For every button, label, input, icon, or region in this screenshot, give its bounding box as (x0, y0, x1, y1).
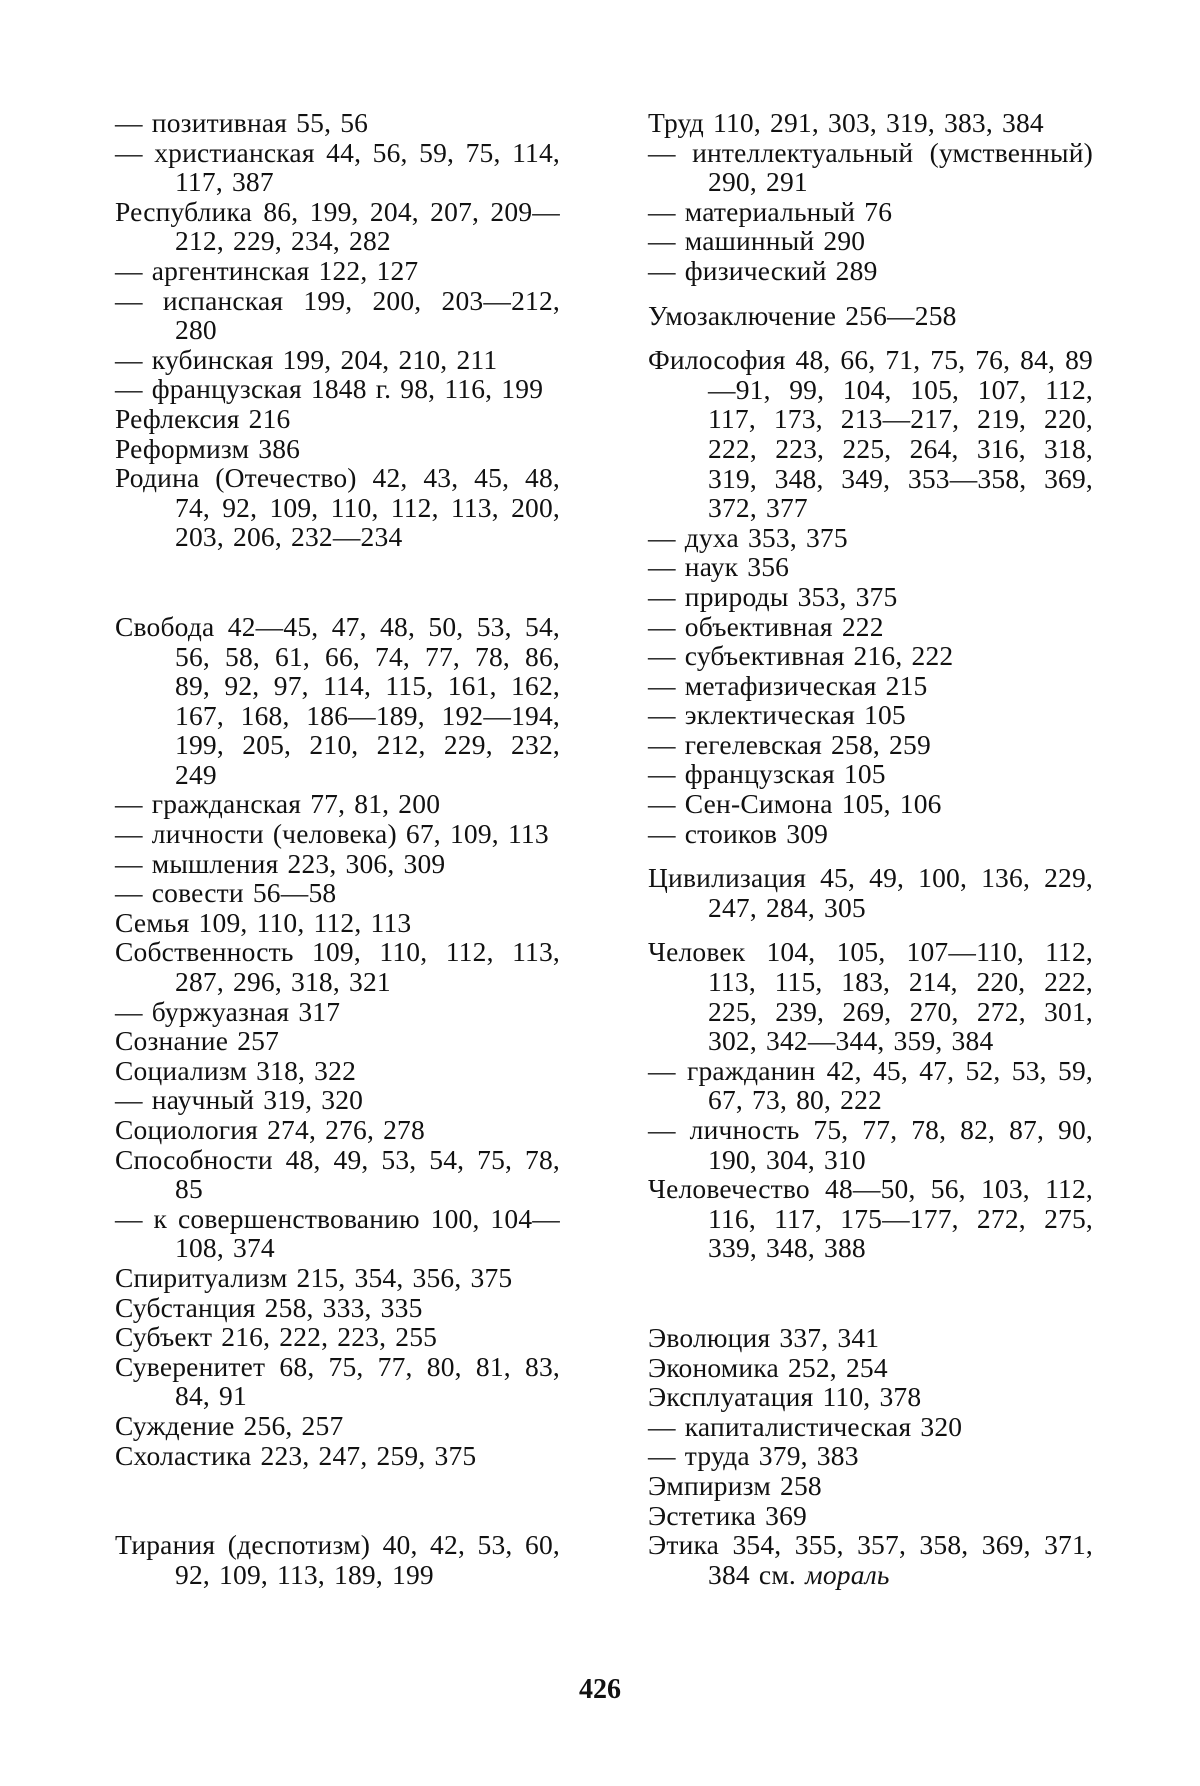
index-entry-text: Социология 274, 276, 278 (115, 1114, 425, 1145)
index-entry-text: — гегелевская 258, 259 (648, 728, 931, 760)
index-entry (115, 1056, 560, 1086)
index-entry (115, 345, 560, 375)
index-entry (648, 759, 1093, 789)
index-entry-text: — капиталистическая 320 (648, 1410, 963, 1442)
index-entry (648, 226, 1093, 256)
index-entry-text: — совести 56—58 (115, 877, 337, 909)
index-entry (648, 700, 1093, 730)
entry-spacer (115, 552, 560, 612)
index-entry (648, 730, 1093, 760)
entry-spacer (648, 922, 1093, 937)
index-entry-text: — машинный 290 (648, 225, 866, 257)
index-entry-text: Республика 86, 199, 204, 207, 209—212, 229, 234, 282 (115, 195, 560, 257)
index-entry-text: Эксплуатация 110, 378 (648, 1381, 922, 1413)
index-entry-text: Тирания (деспотизм) 40, 42, 53, 60, 92, 109, 113, 189, 199 (115, 1529, 560, 1590)
index-entry (115, 1204, 560, 1263)
index-entry-text: Эмпиризм 258 (648, 1469, 822, 1501)
index-entry-text: — природы 353, 375 (648, 580, 898, 612)
index-entry-text: — французская 105 (648, 758, 886, 790)
index-entry (648, 1056, 1093, 1115)
index-entry (648, 523, 1093, 553)
page-number: 426 (579, 1674, 621, 1705)
index-entry (648, 1441, 1093, 1471)
index-entry-text: Субъект 216, 222, 223, 255 (115, 1321, 438, 1353)
index-entry-text: Рефлексия 216 (115, 402, 291, 434)
index-entry-text: — аргентинская 122, 127 (115, 254, 419, 286)
index-entry (648, 1412, 1093, 1442)
index-entry (115, 1530, 560, 1589)
index-entry (648, 612, 1093, 642)
entry-spacer (648, 848, 1093, 863)
index-entry-text: — личности (человека) 67, 109, 113 (115, 818, 549, 850)
index-entry-text: — Сен-Симона 105, 106 (648, 788, 942, 820)
index-entry-text: Спиритуализм 215, 354, 356, 375 (115, 1261, 513, 1293)
index-entry (115, 463, 560, 552)
index-entry (115, 612, 560, 790)
index-entry (115, 1026, 560, 1056)
index-entry-text: Философия 48, 66, 71, 75, 76, 84, 89—91, 99, 104, 105, 107, 112, 117, 173, 213—217, 219, 220, 222, 223, 225, 264, 316, 318, 319, 348, 349, 353—358, 369, 372, 377 (648, 344, 1093, 524)
index-entry-text: Человечество 48—50, 56, 103, 112, 116, 117, 175—177, 272, 275, 339, 348, 388 (648, 1173, 1093, 1264)
index-entry-text: — гражданин 42, 45, 47, 52, 53, 59, 67, 73, 80, 222 (648, 1054, 1093, 1116)
index-entry-text: — материальный 76 (648, 195, 893, 227)
index-entry-text: — мышления 223, 306, 309 (115, 847, 446, 879)
index-entry-text: — интеллектуальный (умственный) 290, 291 (648, 136, 1093, 198)
index-entry-text: — метафизическая 215 (648, 669, 928, 701)
index-entry (115, 1322, 560, 1352)
index-entry (648, 345, 1093, 523)
index-entry (115, 404, 560, 434)
index-entry (115, 197, 560, 256)
index-entry-text: — французская 1848 г. 98, 116, 199 (115, 373, 544, 405)
index-entry (648, 819, 1093, 849)
index-entry (115, 937, 560, 996)
index-entry (115, 1145, 560, 1204)
entry-spacer (648, 330, 1093, 345)
index-entry-text: — объективная 222 (648, 610, 884, 642)
index-entry (648, 1115, 1093, 1174)
index-entry-text: Эстетика 369 (648, 1499, 807, 1531)
index-entry-text: Свобода 42—45, 47, 48, 50, 53, 54, 56, 58, 61, 66, 74, 77, 78, 86, 89, 92, 97, 114, 115, 161, 162, 167, 168, 186—189, 192—194, 199, 205, 210, 212, 229, 232, 249 (115, 610, 560, 790)
index-entry (115, 908, 560, 938)
index-entry (648, 1471, 1093, 1501)
index-entry-text: Социализм 318, 322 (115, 1054, 357, 1086)
index-entry-text: — духа 353, 375 (648, 521, 848, 553)
index-entry (115, 1441, 560, 1471)
index-see-reference: мораль (805, 1558, 890, 1590)
index-entry (115, 849, 560, 879)
index-entry-text: — кубинская 199, 204, 210, 211 (115, 343, 498, 375)
index-entry-text: — личность 75, 77, 78, 82, 87, 90, 190, 304, 310 (648, 1114, 1093, 1175)
index-entry (115, 1293, 560, 1323)
index-entry-text: Эволюция 337, 341 (648, 1321, 880, 1353)
index-entry-text: — труда 379, 383 (648, 1440, 859, 1472)
index-entry (648, 789, 1093, 819)
index-entry-text: — субъективная 216, 222 (648, 640, 954, 672)
index-entry (115, 1115, 560, 1145)
index-entry-text: Схоластика 223, 247, 259, 375 (115, 1439, 477, 1471)
index-entry-text: Этика 354, 355, 357, 358, 369, 371, 384 см. (648, 1529, 1093, 1590)
index-entry-text: — позитивная 55, 56 (115, 107, 369, 138)
index-entry-text: Родина (Отечество) 42, 43, 45, 48, 74, 92, 109, 110, 112, 113, 200, 203, 206, 232—234 (115, 462, 560, 553)
index-entry-text: Способности 48, 49, 53, 54, 75, 78, 85 (115, 1143, 560, 1205)
index-entry (115, 878, 560, 908)
index-entry (648, 552, 1093, 582)
index-entry (648, 1530, 1093, 1589)
index-entry (115, 789, 560, 819)
index-entry-text: — испанская 199, 200, 203—212, 280 (115, 284, 560, 346)
index-entry-text: — научный 319, 320 (115, 1084, 364, 1116)
index-entry-text: Труд 110, 291, 303, 319, 383, 384 (648, 107, 1044, 138)
index-entry-text: Собственность 109, 110, 112, 113, 287, 296, 318, 321 (115, 936, 560, 998)
index-entry-text: Человек 104, 105, 107—110, 112, 113, 115, 183, 214, 220, 222, 225, 239, 269, 270, 272, 301, 302, 342—344, 359, 384 (648, 936, 1093, 1057)
index-entry (648, 1323, 1093, 1353)
index-entry (115, 819, 560, 849)
index-entry (648, 937, 1093, 1055)
index-entry (648, 671, 1093, 701)
index-entry (648, 1382, 1093, 1412)
index-entry (648, 1501, 1093, 1531)
index-entry (648, 1174, 1093, 1263)
index-entry (115, 108, 560, 138)
entry-spacer (648, 1263, 1093, 1323)
index-entry-text: — к совершенствованию 100, 104—108, 374 (115, 1202, 560, 1264)
index-entry (115, 286, 560, 345)
index-entry (115, 1352, 560, 1411)
index-entry-text: — христианская 44, 56, 59, 75, 114, 117, 387 (115, 136, 560, 198)
index-entry (648, 138, 1093, 197)
index-entry-text: — физический 289 (648, 254, 878, 286)
index-entry-text: Реформизм 386 (115, 432, 301, 464)
index-entry (115, 1263, 560, 1293)
index-entry (648, 1353, 1093, 1383)
index-entry-text: Цивилизация 45, 49, 100, 136, 229, 247, 284, 305 (648, 862, 1093, 923)
index-entry (115, 374, 560, 404)
index-entry-text: Экономика 252, 254 (648, 1351, 888, 1383)
index-entry (648, 582, 1093, 612)
index-entry-text: Сознание 257 (115, 1025, 280, 1057)
index-entry-text: Семья 109, 110, 112, 113 (115, 906, 412, 938)
index-entry (115, 138, 560, 197)
index-entry-text: Суждение 256, 257 (115, 1409, 344, 1441)
index-entry (115, 1411, 560, 1441)
index-entry (648, 641, 1093, 671)
index-entry-text: — гражданская 77, 81, 200 (115, 788, 441, 820)
index-entry-text: — стоиков 309 (648, 817, 829, 849)
index-entry-text: Субстанция 258, 333, 335 (115, 1291, 423, 1323)
index-entry (648, 256, 1093, 286)
index-entry (115, 997, 560, 1027)
index-entry-text: — эклектическая 105 (648, 699, 906, 731)
entry-spacer (115, 1470, 560, 1530)
index-entry (115, 1085, 560, 1115)
index-entry (648, 197, 1093, 227)
index-column-right (648, 108, 1093, 1589)
index-column-left (115, 108, 560, 1589)
index-entry (115, 256, 560, 286)
entry-spacer (648, 286, 1093, 301)
index-entry-text: — наук 356 (648, 551, 790, 583)
index-entry (648, 863, 1093, 922)
index-entry-text: Суверенитет 68, 75, 77, 80, 81, 83, 84, 91 (115, 1350, 560, 1412)
index-entry (648, 108, 1093, 138)
index-entry (115, 434, 560, 464)
index-entry (648, 301, 1093, 331)
index-entry-text: — буржуазная 317 (115, 995, 341, 1027)
index-entry-text: Умозаключение 256—258 (648, 299, 957, 331)
